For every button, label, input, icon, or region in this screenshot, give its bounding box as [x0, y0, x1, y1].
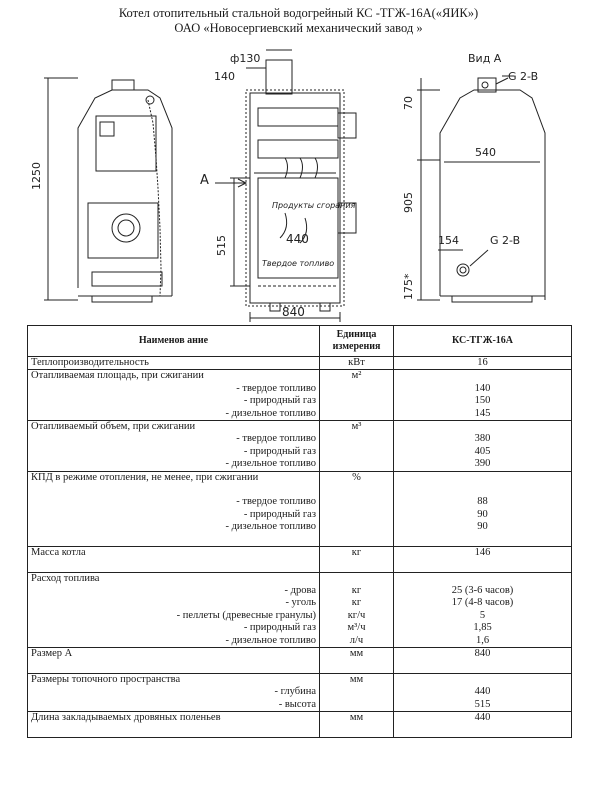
cell-line: 440 — [474, 711, 491, 723]
cell-line: мм — [349, 647, 364, 659]
boiler-technical-drawing — [0, 38, 597, 323]
cell-line: 140 — [474, 382, 491, 394]
section-view — [215, 50, 356, 322]
cell-line — [397, 674, 568, 686]
cell-line: 1,85 — [473, 622, 492, 634]
label-g-bottom: G 2-B — [490, 234, 521, 247]
table-row — [28, 471, 572, 546]
cell-line — [323, 408, 390, 420]
cell-line: кг — [351, 585, 362, 597]
cell-line: Отапливаемая площадь, при сжигании — [31, 370, 204, 382]
unit-cell — [320, 572, 394, 647]
cell-line: 90 — [477, 521, 488, 533]
cell-line — [397, 484, 568, 496]
label-view-a: Вид А — [468, 52, 502, 65]
dim-905: 905 — [402, 192, 415, 213]
cell-line: - дизельное топливо — [225, 407, 316, 419]
cell-line: - пеллеты (древесные гранулы) — [176, 609, 316, 621]
table-row — [28, 370, 572, 421]
cell-line: % — [352, 471, 361, 483]
table-row — [28, 711, 572, 737]
cell-line: Масса котла — [31, 546, 86, 558]
cell-line: - дизельное топливо — [225, 458, 316, 470]
cell-line — [397, 472, 568, 484]
manufacturer-name: ОАО «Новосергиевский механический завод » — [174, 21, 423, 35]
dim-540: 540 — [475, 146, 496, 159]
cell-line — [31, 660, 316, 672]
value-cell — [394, 370, 572, 421]
cell-line: - дизельное топливо — [225, 634, 316, 646]
dim-154: 154 — [438, 234, 459, 247]
cell-line — [323, 509, 390, 521]
table-row — [28, 647, 572, 673]
cell-line — [323, 496, 390, 508]
value-cell — [394, 673, 572, 711]
cell-line — [323, 660, 390, 672]
front-view — [44, 78, 172, 302]
cell-line: 88 — [477, 496, 488, 508]
cell-line — [323, 433, 390, 445]
name-cell — [28, 420, 320, 471]
header-name: Наименов ание — [28, 326, 320, 357]
cell-line: - глубина — [274, 686, 316, 698]
cell-line — [323, 395, 390, 407]
value-cell — [394, 647, 572, 673]
name-cell — [28, 673, 320, 711]
dim-440: 440 — [286, 232, 309, 246]
cell-line — [323, 573, 390, 585]
cell-line — [397, 421, 568, 433]
dim-515: 515 — [215, 235, 228, 256]
cell-line: Расход топлива — [31, 572, 100, 584]
cell-line: м³/ч — [347, 622, 366, 634]
cell-line: - природный газ — [243, 622, 316, 634]
unit-cell — [320, 673, 394, 711]
cell-line — [323, 533, 390, 545]
cell-line: м³ — [351, 420, 362, 432]
name-cell — [28, 647, 320, 673]
unit-cell — [320, 420, 394, 471]
value-cell — [394, 357, 572, 370]
unit-cell — [320, 546, 394, 572]
name-cell — [28, 357, 320, 370]
cell-line — [323, 699, 390, 711]
cell-line: - высота — [278, 698, 316, 710]
cell-line: Отапливаемый объем, при сжигании — [31, 420, 196, 432]
cell-line — [323, 446, 390, 458]
cell-line: - твердое топливо — [236, 496, 316, 508]
cell-line: 16 — [477, 357, 488, 368]
value-cell — [394, 711, 572, 737]
cell-line — [323, 686, 390, 698]
cell-line: 17 (4-8 часов) — [451, 597, 514, 609]
cell-line: - уголь — [285, 597, 316, 609]
header-value: КС-ТГЖ-16А — [394, 326, 572, 357]
dim-175: 175* — [402, 273, 415, 300]
name-cell — [28, 370, 320, 421]
unit-cell — [320, 471, 394, 546]
cell-line — [323, 383, 390, 395]
name-cell — [28, 711, 320, 737]
dim-diameter: ф130 — [230, 52, 261, 65]
cell-line: - твердое топливо — [236, 382, 316, 394]
cell-line — [397, 559, 568, 571]
cell-line — [397, 724, 568, 736]
document-title: Котел отопительный стальной водогрейный КС -ТГЖ-16А(«ЯИК») — [118, 6, 479, 20]
cell-line — [323, 724, 390, 736]
label-g-top: G 2-B — [508, 70, 539, 83]
unit-cell — [320, 357, 394, 370]
name-cell — [28, 546, 320, 572]
cell-line: 90 — [477, 508, 488, 520]
table-row — [28, 420, 572, 471]
table-row — [28, 673, 572, 711]
cell-line: - дрова — [284, 585, 316, 597]
cell-line: м² — [351, 370, 362, 382]
side-view — [417, 76, 545, 302]
dim-140: 140 — [214, 70, 235, 83]
cell-line: 150 — [474, 395, 491, 407]
cell-line — [31, 533, 316, 545]
cell-line: 380 — [474, 433, 491, 445]
value-cell — [394, 546, 572, 572]
cell-line: 5 — [479, 609, 486, 621]
cell-line — [397, 533, 568, 545]
cell-line — [397, 573, 568, 585]
cell-line: 390 — [474, 458, 491, 470]
unit-cell — [320, 647, 394, 673]
cell-line — [323, 559, 390, 571]
cell-line: кг — [351, 546, 362, 558]
cell-line: - твердое топливо — [236, 433, 316, 445]
cell-line — [397, 370, 568, 382]
cell-line: 840 — [474, 647, 491, 659]
table-row — [28, 357, 572, 370]
cell-line: Размеры топочного пространства — [31, 673, 181, 685]
label-arrow-a: А — [200, 173, 209, 188]
cell-line: кг/ч — [347, 609, 366, 621]
cell-line: Длина закладываемых дровяных поленьев — [31, 711, 221, 723]
cell-line — [31, 559, 316, 571]
cell-line: 515 — [474, 698, 491, 710]
value-cell — [394, 471, 572, 546]
cell-line: 146 — [474, 546, 491, 558]
cell-line: - природный газ — [243, 445, 316, 457]
unit-cell — [320, 711, 394, 737]
cell-line: - природный газ — [243, 395, 316, 407]
cell-line — [323, 458, 390, 470]
cell-line — [31, 724, 316, 736]
specification-table — [27, 325, 572, 738]
label-combustion: Продукты сгорания — [272, 201, 356, 210]
cell-line: - дизельное топливо — [225, 521, 316, 533]
label-solid-fuel: Твердое топливо — [262, 259, 335, 268]
cell-line: Размер А — [31, 647, 73, 659]
header-unit: Единица измерения — [320, 326, 394, 357]
cell-line: мм — [349, 673, 364, 685]
dim-1250: 1250 — [30, 162, 43, 190]
cell-line: 1,6 — [475, 634, 490, 646]
dim-840: 840 — [282, 305, 305, 319]
cell-line: кВт — [348, 357, 365, 368]
cell-line — [323, 521, 390, 533]
name-cell — [28, 572, 320, 647]
value-cell — [394, 420, 572, 471]
cell-line — [397, 660, 568, 672]
cell-line: л/ч — [349, 634, 364, 646]
cell-line: - природный газ — [243, 508, 316, 520]
cell-line: 25 (3-6 часов) — [451, 585, 514, 597]
table-header-row — [28, 326, 572, 357]
cell-line: Теплопроизводительность — [31, 357, 149, 368]
cell-line: 440 — [474, 686, 491, 698]
dim-70: 70 — [402, 96, 415, 110]
cell-line: мм — [349, 711, 364, 723]
cell-line: КПД в режиме отопления, не менее, при сжигании — [31, 471, 259, 483]
cell-line — [323, 484, 390, 496]
table-row — [28, 572, 572, 647]
cell-line: 145 — [474, 407, 491, 419]
cell-line — [31, 484, 316, 496]
cell-line: кг — [351, 597, 362, 609]
unit-cell — [320, 370, 394, 421]
cell-line: 405 — [474, 445, 491, 457]
table-row — [28, 546, 572, 572]
value-cell — [394, 572, 572, 647]
name-cell — [28, 471, 320, 546]
